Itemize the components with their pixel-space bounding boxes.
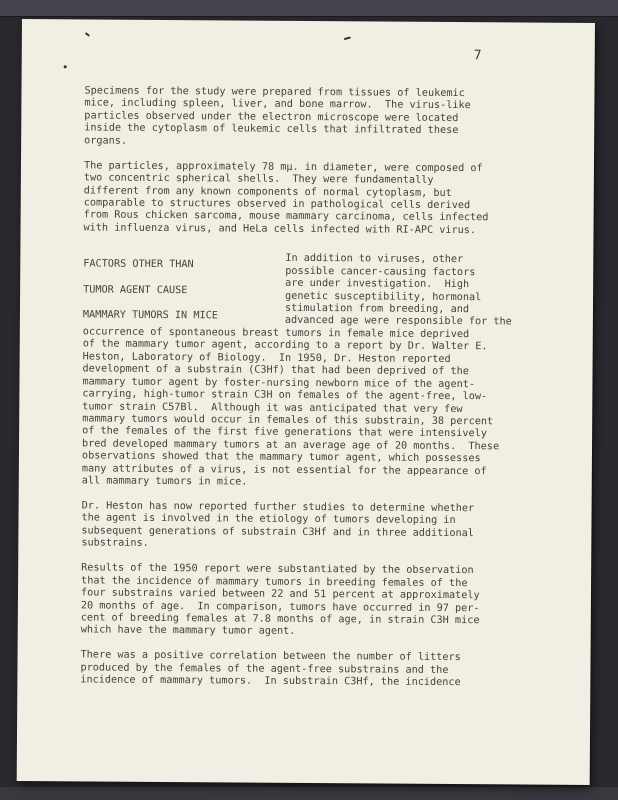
text-line: occurrence of spontaneous breast tumors in female mice deprived xyxy=(82,326,470,341)
text-line: the agent is involved in the etiology of tumors developing in xyxy=(81,512,456,527)
section-body xyxy=(82,326,561,491)
text-line: substrains. xyxy=(81,537,149,550)
text-line: possible cancer-causing factors xyxy=(285,265,476,278)
paragraph-particles xyxy=(83,160,562,238)
text-line: Dr. Heston has now reported further studies to determine whether xyxy=(81,500,475,515)
text-line: of the females of the first five generations that were intensively xyxy=(82,425,487,440)
text-line: Results of the 1950 report were substantiated by the observation xyxy=(81,562,474,577)
text-line: are under investigation. High xyxy=(285,277,470,291)
text-line: Heston, Laboratory of Biology. In 1950, Dr. Heston reported xyxy=(82,351,451,365)
text-line: genetic susceptibility, hormonal xyxy=(285,290,482,303)
text-line: carrying, high-tumor strain C3H on females of the agent-free, low- xyxy=(82,388,488,403)
scanner-bottom-strip xyxy=(0,787,618,800)
text-line: with influenza virus, and HeLa cells infected with RI-APC virus. xyxy=(83,222,477,236)
text-line: two concentric spherical shells. They were fundamentally xyxy=(83,172,434,186)
section-intro-column xyxy=(285,253,562,330)
text-line: MAMMARY TUMORS IN MICE xyxy=(82,309,218,322)
scanner-top-strip xyxy=(0,0,618,16)
text-line: all mammary tumors in mice. xyxy=(81,475,248,488)
text-line: tumor strain C57Bl. Although it was anticipated that very few xyxy=(82,400,463,415)
text-line: mammary tumors would occur in females of this substrain, 38 percent xyxy=(82,413,494,428)
text-line: different from any known components of normal cytoplasm, but xyxy=(83,184,452,199)
text-line: of the mammary tumor agent, according to a report by Dr. Walter E. xyxy=(82,338,488,353)
text-line: inside the cytoplasm of leukemic cells that infiltrated these xyxy=(84,122,459,137)
text-line: incidence of mammary tumors. In substrain C3Hf, the incidence xyxy=(80,674,461,689)
paper-speck-tick xyxy=(85,32,90,37)
text-line: from Rous chicken sarcoma, mouse mammary carcinoma, cells infected xyxy=(83,209,489,224)
text-line: TUMOR AGENT CAUSE xyxy=(83,284,188,296)
text-line: subsequent generations of substrain C3Hf and in three additional xyxy=(81,525,475,540)
text-line: observations showed that the mammary tumor agent, which possesses xyxy=(81,450,481,465)
text-line: mice, including spleen, liver, and bone marrow. The virus-like xyxy=(84,97,471,112)
text-line: advanced age were responsible for the xyxy=(284,315,512,328)
text-line: organs. xyxy=(84,135,128,147)
text-line: Specimens for the study were prepared from tissues of leukemic xyxy=(84,85,465,100)
text-line: In addition to viruses, other xyxy=(285,253,464,266)
text-line: There was a positive correlation between the number of litters xyxy=(80,649,461,664)
text-line: development of a substrain (C3Hf) that had been deprived of the xyxy=(82,363,469,378)
text-line: produced by the females of the agent-free substrains and the xyxy=(80,662,449,676)
text-line: The particles, approximately 78 mµ. in diameter, were composed of xyxy=(83,160,483,174)
text-line: many attributes of a virus, is not essential for the appearance of xyxy=(81,463,487,477)
text-line: FACTORS OTHER THAN xyxy=(83,258,194,271)
section-heading xyxy=(83,252,284,330)
paragraph-specimens xyxy=(84,85,562,151)
text-line: comparable to structures observed in pathological cells derived xyxy=(83,197,471,212)
text-line: particles observed under the electron microscope were located xyxy=(84,110,459,124)
paragraph-correlation xyxy=(80,650,558,691)
text-line: cent of breeding females at 7.8 months of age, in strain C3H mice xyxy=(80,612,480,627)
text-line: which have the mammary tumor agent. xyxy=(80,624,296,638)
paper-speck-dash xyxy=(344,36,351,40)
text-line: mammary tumor agent by foster-nursing newborn mice of the agent- xyxy=(82,376,476,390)
paper-speck-dot xyxy=(64,65,67,68)
section-factors xyxy=(82,252,562,492)
text-line: 20 months of age. In comparison, tumors have occurred in 97 per- xyxy=(80,599,480,614)
text-line: bred developed mammary tumors at an average age of 20 months. These xyxy=(81,438,500,453)
text-line: that the incidence of mammary tumors in breeding females of the xyxy=(81,575,468,589)
document-page xyxy=(17,19,595,785)
text-line: stimulation from breeding, and xyxy=(284,302,470,316)
paragraph-heston-studies xyxy=(81,500,559,553)
paragraph-results xyxy=(81,563,560,641)
text-column xyxy=(80,85,562,702)
text-line: four substrains varied between 22 and 51 percent at approximately xyxy=(80,587,480,602)
page-number: 7 xyxy=(473,48,482,64)
